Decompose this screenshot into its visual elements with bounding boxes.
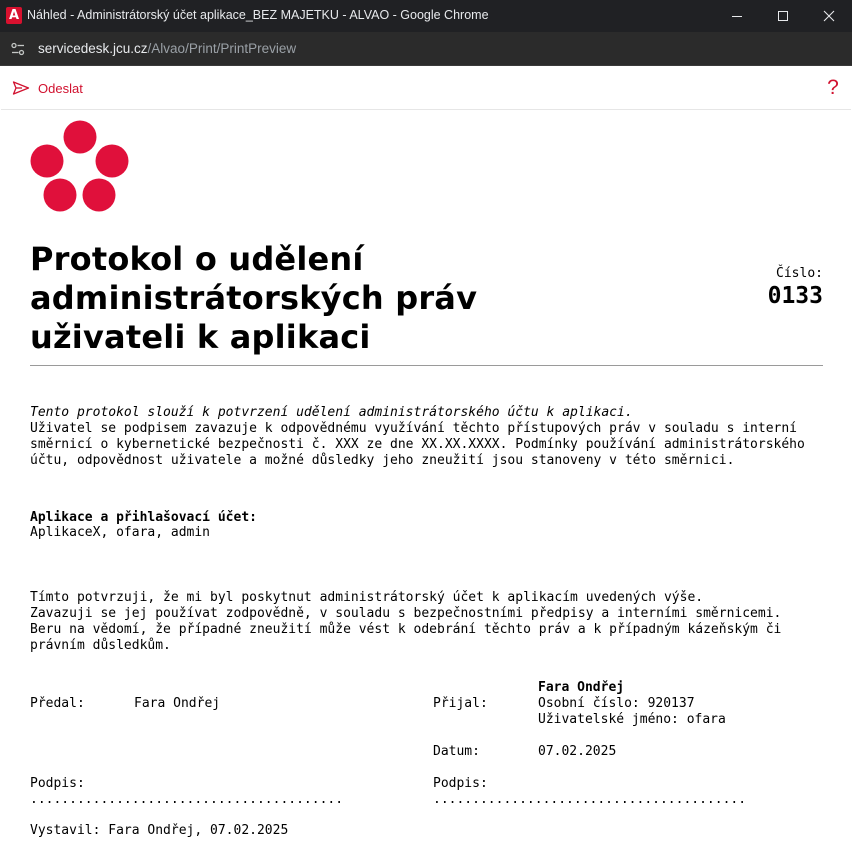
signature-line-right: ........................................ xyxy=(433,792,747,807)
confirm-line: Tímto potvrzuji, že mi byl poskytnut administrátorský účet k aplikacím uvedených výše. xyxy=(30,590,704,605)
intro-paragraph xyxy=(30,405,820,469)
date-label: Datum: xyxy=(433,744,480,759)
confirmation-text xyxy=(30,590,820,654)
handover-label: Předal: xyxy=(30,696,85,711)
url-path: /Alvao/Print/PrintPreview xyxy=(147,41,297,56)
number-label: Číslo: xyxy=(776,266,823,281)
window-title: Náhled - Administrátorský účet aplikace_BEZ MAJETKU - ALVAO - Google Chrome xyxy=(27,8,489,22)
close-button[interactable] xyxy=(806,0,852,32)
close-icon xyxy=(823,10,835,22)
divider xyxy=(30,365,823,366)
confirm-line: Beru na vědomí, že případné zneužití může vést k odebrání těchto práv a k případným kázeňským či právním důsledkům. xyxy=(30,622,782,653)
signature-label-right: Podpis: xyxy=(433,776,488,791)
toolbar xyxy=(1,66,851,110)
maximize-button[interactable] xyxy=(760,0,806,32)
issued-by: Vystavil: Fara Ondřej, 07.02.2025 xyxy=(30,823,289,838)
send-button[interactable] xyxy=(12,78,83,98)
minimize-button[interactable] xyxy=(714,0,760,32)
title-bar xyxy=(0,0,852,32)
receiver-personal-number: Osobní číslo: 920137 xyxy=(538,696,695,711)
document xyxy=(1,110,851,866)
signature-label-left: Podpis: xyxy=(30,776,85,791)
alvao-app-icon: A xyxy=(6,7,22,24)
signature-line-left: ........................................ xyxy=(30,792,344,807)
date-value: 07.02.2025 xyxy=(538,744,617,759)
app-value: AplikaceX, ofara, admin xyxy=(30,525,211,540)
logo-icon xyxy=(30,120,130,214)
minimize-icon xyxy=(731,10,743,22)
document-title: Protokol o udělení administrátorských práv uživateli k aplikaci xyxy=(30,240,478,356)
intro-body: Uživatel se podpisem zavazuje k odpovědnému využívání těchto přístupových práv v souladu s interní směrnicí o kybernetické bezpečnosti č. XXX ze dne XX.XX.XXXX. Podmínky používání administrátorského účtu, odpovědnost uživatele a možné důsledky jeho zneužití jsou stanoveny v této směrnici. xyxy=(30,421,805,468)
send-icon xyxy=(12,80,30,96)
receiver-label: Přijal: xyxy=(433,696,488,711)
address-bar[interactable] xyxy=(0,32,852,66)
url-text[interactable] xyxy=(38,41,296,56)
app-label: Aplikace a přihlašovací účet: xyxy=(30,510,257,525)
confirm-line: Zavazuji se jej používat zodpovědně, v souladu s bezpečnostními předpisy a interními směrnicemi. xyxy=(30,606,782,621)
intro-italic: Tento protokol slouží k potvrzení udělení administrátorského účtu k aplikaci. xyxy=(30,405,633,420)
maximize-icon xyxy=(777,10,789,22)
protocol-number: 0133 xyxy=(767,283,823,309)
url-host: servicedesk.jcu.cz xyxy=(38,41,148,56)
site-settings-icon[interactable] xyxy=(10,41,26,57)
handover-name: Fara Ondřej xyxy=(134,696,221,711)
send-button-label: Odeslat xyxy=(38,80,83,96)
receiver-name: Fara Ondřej xyxy=(538,680,625,695)
receiver-username: Uživatelské jméno: ofara xyxy=(538,712,726,727)
help-button[interactable]: ? xyxy=(827,76,839,99)
